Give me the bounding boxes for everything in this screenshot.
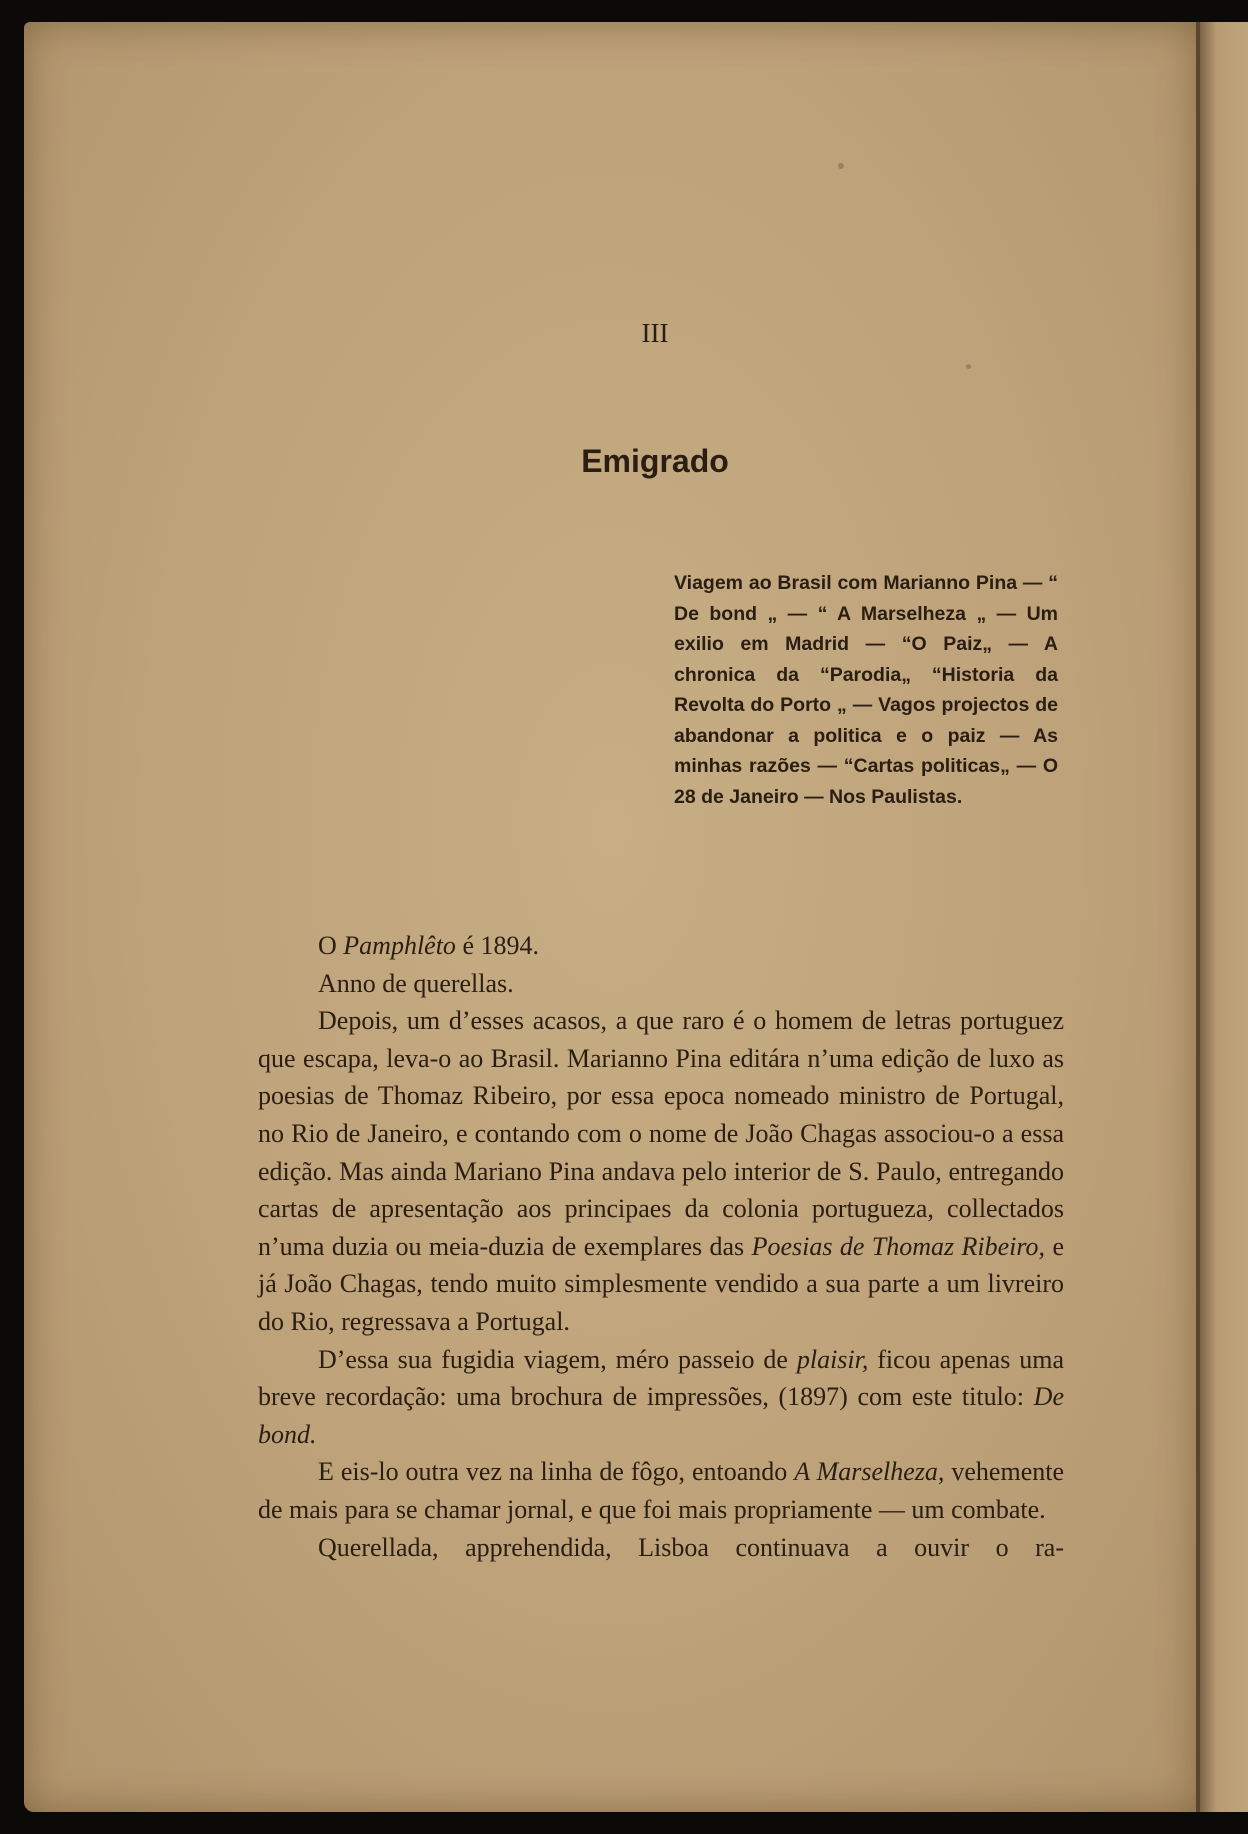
italic-title: Poesias de Thomaz Ribeiro, <box>751 1231 1046 1261</box>
paragraph-text: D’essa sua fugidia viagem, méro passeio de <box>318 1344 797 1374</box>
chapter-summary: Viagem ao Brasil com Marianno Pina — “ De bond „ — “ A Marselheza „ — Um exilio em Madrid — “O Paiz„ — A chronica da “Parodia„ “Historia da Revolta do Porto „ — Vagos projectos de abandonar a politica e o paiz — As minhas razões — “Cartas politicas„ — O 28 de Janeiro — Nos Paulistas. <box>674 572 1058 808</box>
paragraph <box>258 1002 1064 1340</box>
body-text <box>258 927 1064 1566</box>
paragraph <box>258 1453 1064 1528</box>
paragraph-text: O <box>318 931 344 960</box>
paragraph <box>258 1341 1064 1454</box>
paper-spot <box>838 163 844 169</box>
paragraph-text: e já João Chagas, tendo muito simplesmente vendido a sua parte a um livreiro do Rio, regressava a Portugal. <box>258 1231 1064 1336</box>
italic-word: plaisir, <box>796 1344 869 1374</box>
adjacent-page-edge <box>1200 22 1248 1812</box>
chapter-title: Emigrado <box>581 443 729 479</box>
italic-title: De bond. <box>258 1382 1064 1449</box>
paragraph: Anno de querellas. <box>318 968 514 998</box>
paragraph: Querellada, apprehendida, Lisboa continuava a ouvir o ra- <box>318 1532 1064 1562</box>
paragraph-text: Depois, um d’esses acasos, a que raro é o homem de letras portuguez que escapa, leva-o ao Brasil. Marianno Pina editára n’uma edição de luxo as poesias de Thomaz Ribeiro, por essa epoca nomeado ministro de Portugal, no Rio de Janeiro, e contando com o nome de João Chagas associou-o a essa edição. Mas ainda Mariano Pina andava pelo interior de S. Paulo, entregando cartas de apresentação aos principaes da colonia portugueza, collectados n’uma duzia ou meia-duzia de exemplares das <box>258 1006 1064 1261</box>
paragraph-text: E eis-lo outra vez na linha de fôgo, entoando <box>318 1457 795 1487</box>
italic-title: A Marselheza, <box>794 1457 945 1487</box>
paragraph <box>258 927 1064 965</box>
paragraph-text: é 1894. <box>455 931 539 960</box>
paper-spot <box>966 364 971 369</box>
chapter-numeral: III <box>641 318 669 348</box>
paragraph-text: ficou apenas uma breve recordação: uma brochura de impressões, (1897) com este titulo: <box>258 1344 1064 1412</box>
paragraph-text: vehemente de mais para se chamar jornal, e que foi mais propriamente — um combate. <box>258 1457 1064 1524</box>
italic-title: Pamphlêto <box>343 931 456 960</box>
